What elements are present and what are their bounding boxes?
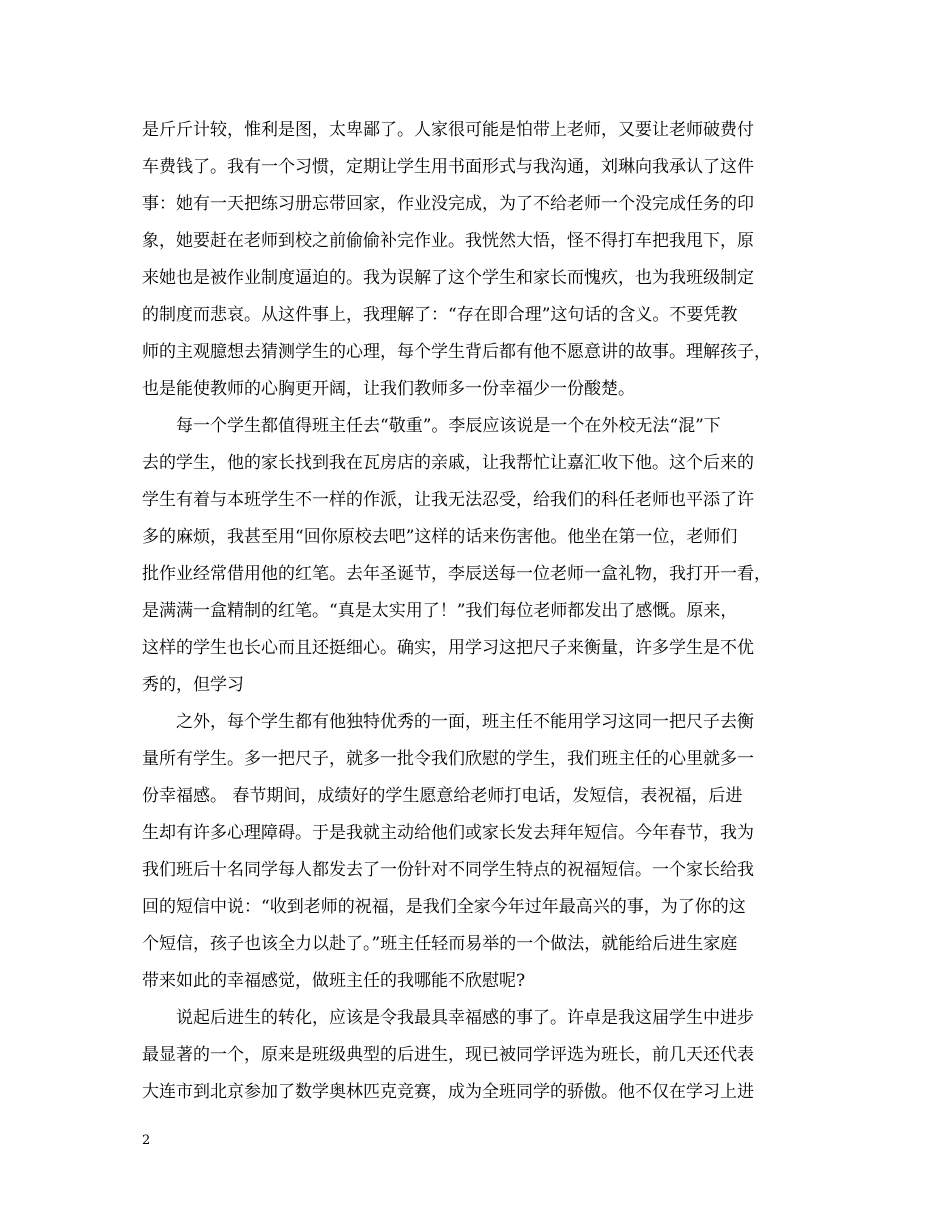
text-line: 的制度而悲哀。从这件事上，我理解了：“存在即合理”这句话的含义。不要凭教 <box>142 305 738 325</box>
text-line: 量所有学生。多一把尺子，就多一批令我们欣慰的学生，我们班主任的心里就多一 <box>142 749 754 769</box>
text-line: 说起后进生的转化，应该是令我最具幸福感的事了。许卓是我这届学生中进步 <box>142 1008 754 1028</box>
text-line: 最显著的一个，原来是班级典型的后进生，现已被同学评选为班长，前几天还代表 <box>142 1045 754 1065</box>
text-line: 多的麻烦，我甚至用“回你原校去吧”这样的话来伤害他。他坐在第一位，老师们 <box>142 527 738 547</box>
text-line: 回的短信中说：“收到老师的祝福，是我们全家今年过年最高兴的事，为了你的这 <box>142 897 746 917</box>
text-line: 师的主观臆想去猜测学生的心理，每个学生背后都有他不愿意讲的故事。理解孩子， <box>142 342 771 362</box>
page-number: 2 <box>142 1133 151 1148</box>
text-line: 之外，每个学生都有他独特优秀的一面，班主任不能用学习这同一把尺子去衡 <box>142 712 754 732</box>
text-line: 这样的学生也长心而且还挺细心。确实，用学习这把尺子来衡量，许多学生是不优 <box>142 638 754 658</box>
text-line: 车费钱了。我有一个习惯，定期让学生用书面形式与我沟通，刘琳向我承认了这件 <box>142 157 754 177</box>
text-line: 带来如此的幸福感觉，做班主任的我哪能不欣慰呢? <box>142 971 526 991</box>
text-line: 每一个学生都值得班主任去“敬重”。李辰应该说是一个在外校无法“混”下 <box>142 416 721 436</box>
text-line: 来她也是被作业制度逼迫的。我为误解了这个学生和家长而愧疚，也为我班级制定 <box>142 268 754 288</box>
text-line: 事：她有一天把练习册忘带回家，作业没完成，为了不给老师一个没完成任务的印 <box>142 194 754 214</box>
text-line: 是斤斤计较，惟利是图，太卑鄙了。人家很可能是怕带上老师，又要让老师破费付 <box>142 120 754 140</box>
text-line: 大连市到北京参加了数学奥林匹克竞赛，成为全班同学的骄傲。他不仅在学习上进 <box>142 1082 754 1102</box>
text-line: 学生有着与本班学生不一样的作派，让我无法忍受，给我们的科任老师也平添了许 <box>142 490 754 510</box>
text-line: 秀的，但学习 <box>142 675 244 695</box>
text-line: 去的学生，他的家长找到我在瓦房店的亲戚，让我帮忙让嘉汇收下他。这个后来的 <box>142 453 754 473</box>
text-line: 生却有许多心理障碍。于是我就主动给他们或家长发去拜年短信。今年春节，我为 <box>142 823 754 843</box>
text-line: 象，她要赶在老师到校之前偷偷补完作业。我恍然大悟，怪不得打车把我甩下，原 <box>142 231 754 251</box>
text-line: 我们班后十名同学每人都发去了一份针对不同学生特点的祝福短信。一个家长给我 <box>142 860 754 880</box>
text-line: 份幸福感。 春节期间，成绩好的学生愿意给老师打电话，发短信，表祝福，后进 <box>142 786 743 806</box>
text-line: 批作业经常借用他的红笔。去年圣诞节，李辰送每一位老师一盒礼物，我打开一看， <box>142 564 771 584</box>
text-line: 也是能使教师的心胸更开阔，让我们教师多一份幸福少一份酸楚。 <box>142 379 635 399</box>
text-line: 个短信，孩子也该全力以赴了。”班主任轻而易举的一个做法，就能给后进生家庭 <box>142 934 738 954</box>
body-text <box>142 112 812 1111</box>
text-line: 是满满一盒精制的红笔。“真是太实用了！”我们每位老师都发出了感慨。原来， <box>142 601 738 621</box>
